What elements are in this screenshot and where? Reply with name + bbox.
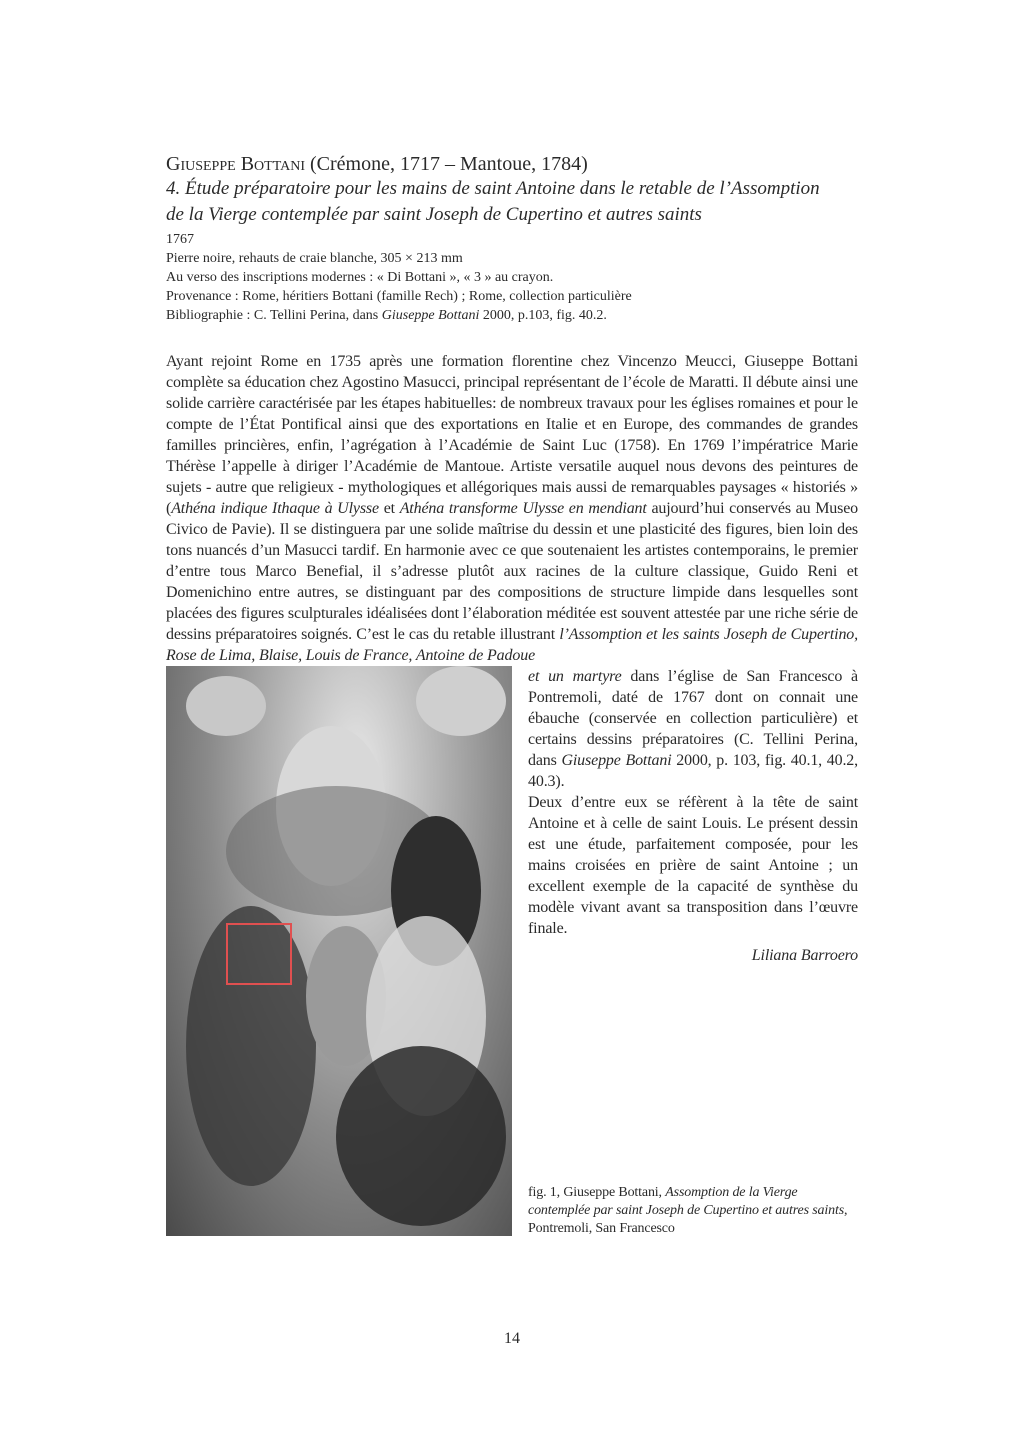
essay-paragraph-1-cont (528, 666, 858, 792)
italic-title: Athéna indique Ithaque à Ulysse (171, 500, 379, 517)
biblio-ref: 2000, p.103, fig. 40.2. (479, 308, 607, 323)
text: aujourd’hui conservés au Museo Civico de Pavie). Il se distinguera par une solide maîtrise du dessin et une plasticité des figures, bien loin des tons nuancés d’un Masucci tardif. En harmonie avec ce que soutenaient les artistes contemporains, le premier d’entre tous Marco Benefial, il s’adresse plutôt aux racines de la culture classique, Guido Reni et Domenichino entre autres, se distinguant par des compositions de structure limpide dans lesquelles sont placées des figures sculpturales idéalisées dont l’élaboration méditée est souvent attestée par une riche série de dessins préparatoires soignés. C’est le cas du retable illustrant (166, 500, 859, 643)
biblio-text: Bibliographie : C. Tellini Perina, dans (166, 308, 382, 323)
italic-title: Athéna transforme Ulysse en mendiant (399, 500, 647, 517)
artist-last-name: Bottani (240, 153, 306, 175)
detail-marker (226, 923, 292, 985)
text: Ayant rejoint Rome en 1735 après une formation florentine chez Vincenzo Meucci, Giuseppe Bottani complète sa éducation chez Agostino Masucci, principal représentant de l’école de Maratti. Il débute ainsi une solide carrière caractérisée par les étapes habituelles: de nombreux travaux pour les églises romaines et pour le compte de l’État Pontifical ainsi que des exportations en Italie et en Europe, des commandes de grandes familles princières, enfin, l’agrégation à l’Académie de Saint Luc (1758). En 1769 l’impératrice Marie Thérèse l’appelle à diriger l’Académie de Mantoue. Artiste versatile auquel nous devons des peintures de sujets - autre que religieux - mythologiques et allégoriques mais aussi de remarquables paysages « historiés » ( (166, 353, 858, 517)
work-bibliography (166, 306, 858, 325)
figure-caption (528, 1184, 858, 1238)
italic-title: Giuseppe Bottani (561, 752, 672, 769)
work-provenance: Provenance : Rome, héritiers Bottani (famille Rech) ; Rome, collection particulière (166, 289, 632, 304)
painting-image (166, 666, 512, 1236)
caption-location: , Pontremoli, San Francesco (528, 1203, 848, 1236)
work-year: 1767 (166, 232, 194, 247)
essay-side-column (528, 666, 858, 1236)
essay-paragraph-1 (166, 351, 858, 666)
document-page (166, 152, 858, 1236)
page-number: 14 (504, 1330, 520, 1347)
catalogue-details (166, 230, 858, 325)
artist-heading (166, 152, 858, 176)
work-medium: Pierre noire, rehauts de craie blanche, 305 × 213 mm (166, 251, 463, 266)
biblio-title: Giuseppe Bottani (381, 308, 480, 323)
title-line-2: de la Vierge contemplée par saint Joseph de Cupertino et autres saints (166, 204, 702, 225)
text: et (378, 500, 400, 517)
work-title (166, 176, 858, 228)
italic-title: et un martyre (528, 668, 622, 685)
text: dans l’église de San Francesco à Pontremoli, daté de 1767 dont on connait une ébauche (conservée en collection particulière) et certains dessins préparatoires (C. Tellini Perina, dans (528, 668, 858, 769)
work-verso: Au verso des inscriptions modernes : « Di Bottani », « 3 » au crayon. (166, 270, 554, 285)
author-signature: Liliana Barroero (751, 947, 858, 964)
caption-text: fig. 1, Giuseppe Bottani, (528, 1185, 666, 1200)
title-line-1: 4. Étude préparatoire pour les mains de saint Antoine dans le retable de l’Assomption (166, 178, 820, 199)
italic-title: l’Assomption et les saints Joseph de Cupertino, Rose de Lima, Blaise, Louis de France, Antoine de Padoue (166, 626, 859, 664)
figure-row (166, 666, 858, 1236)
artist-first-name: Giuseppe (166, 153, 236, 175)
caption-title: Assomption de la Vierge contemplée par saint Joseph de Cupertino et autres saints (528, 1185, 845, 1218)
artist-dates: (Crémone, 1717 – Mantoue, 1784) (310, 153, 588, 175)
essay-paragraph-2: Deux d’entre eux se réfèrent à la tête de saint Antoine et à celle de saint Louis. Le présent dessin est une étude, parfaitement composée, pour les mains croisées en prière de saint Antoine ; un excellent exemple de la capacité de synthèse du modèle vivant avant sa transposition dans l’œuvre finale. (528, 794, 858, 937)
text: 2000, p. 103, fig. 40.1, 40.2, 40.3). (528, 752, 859, 790)
